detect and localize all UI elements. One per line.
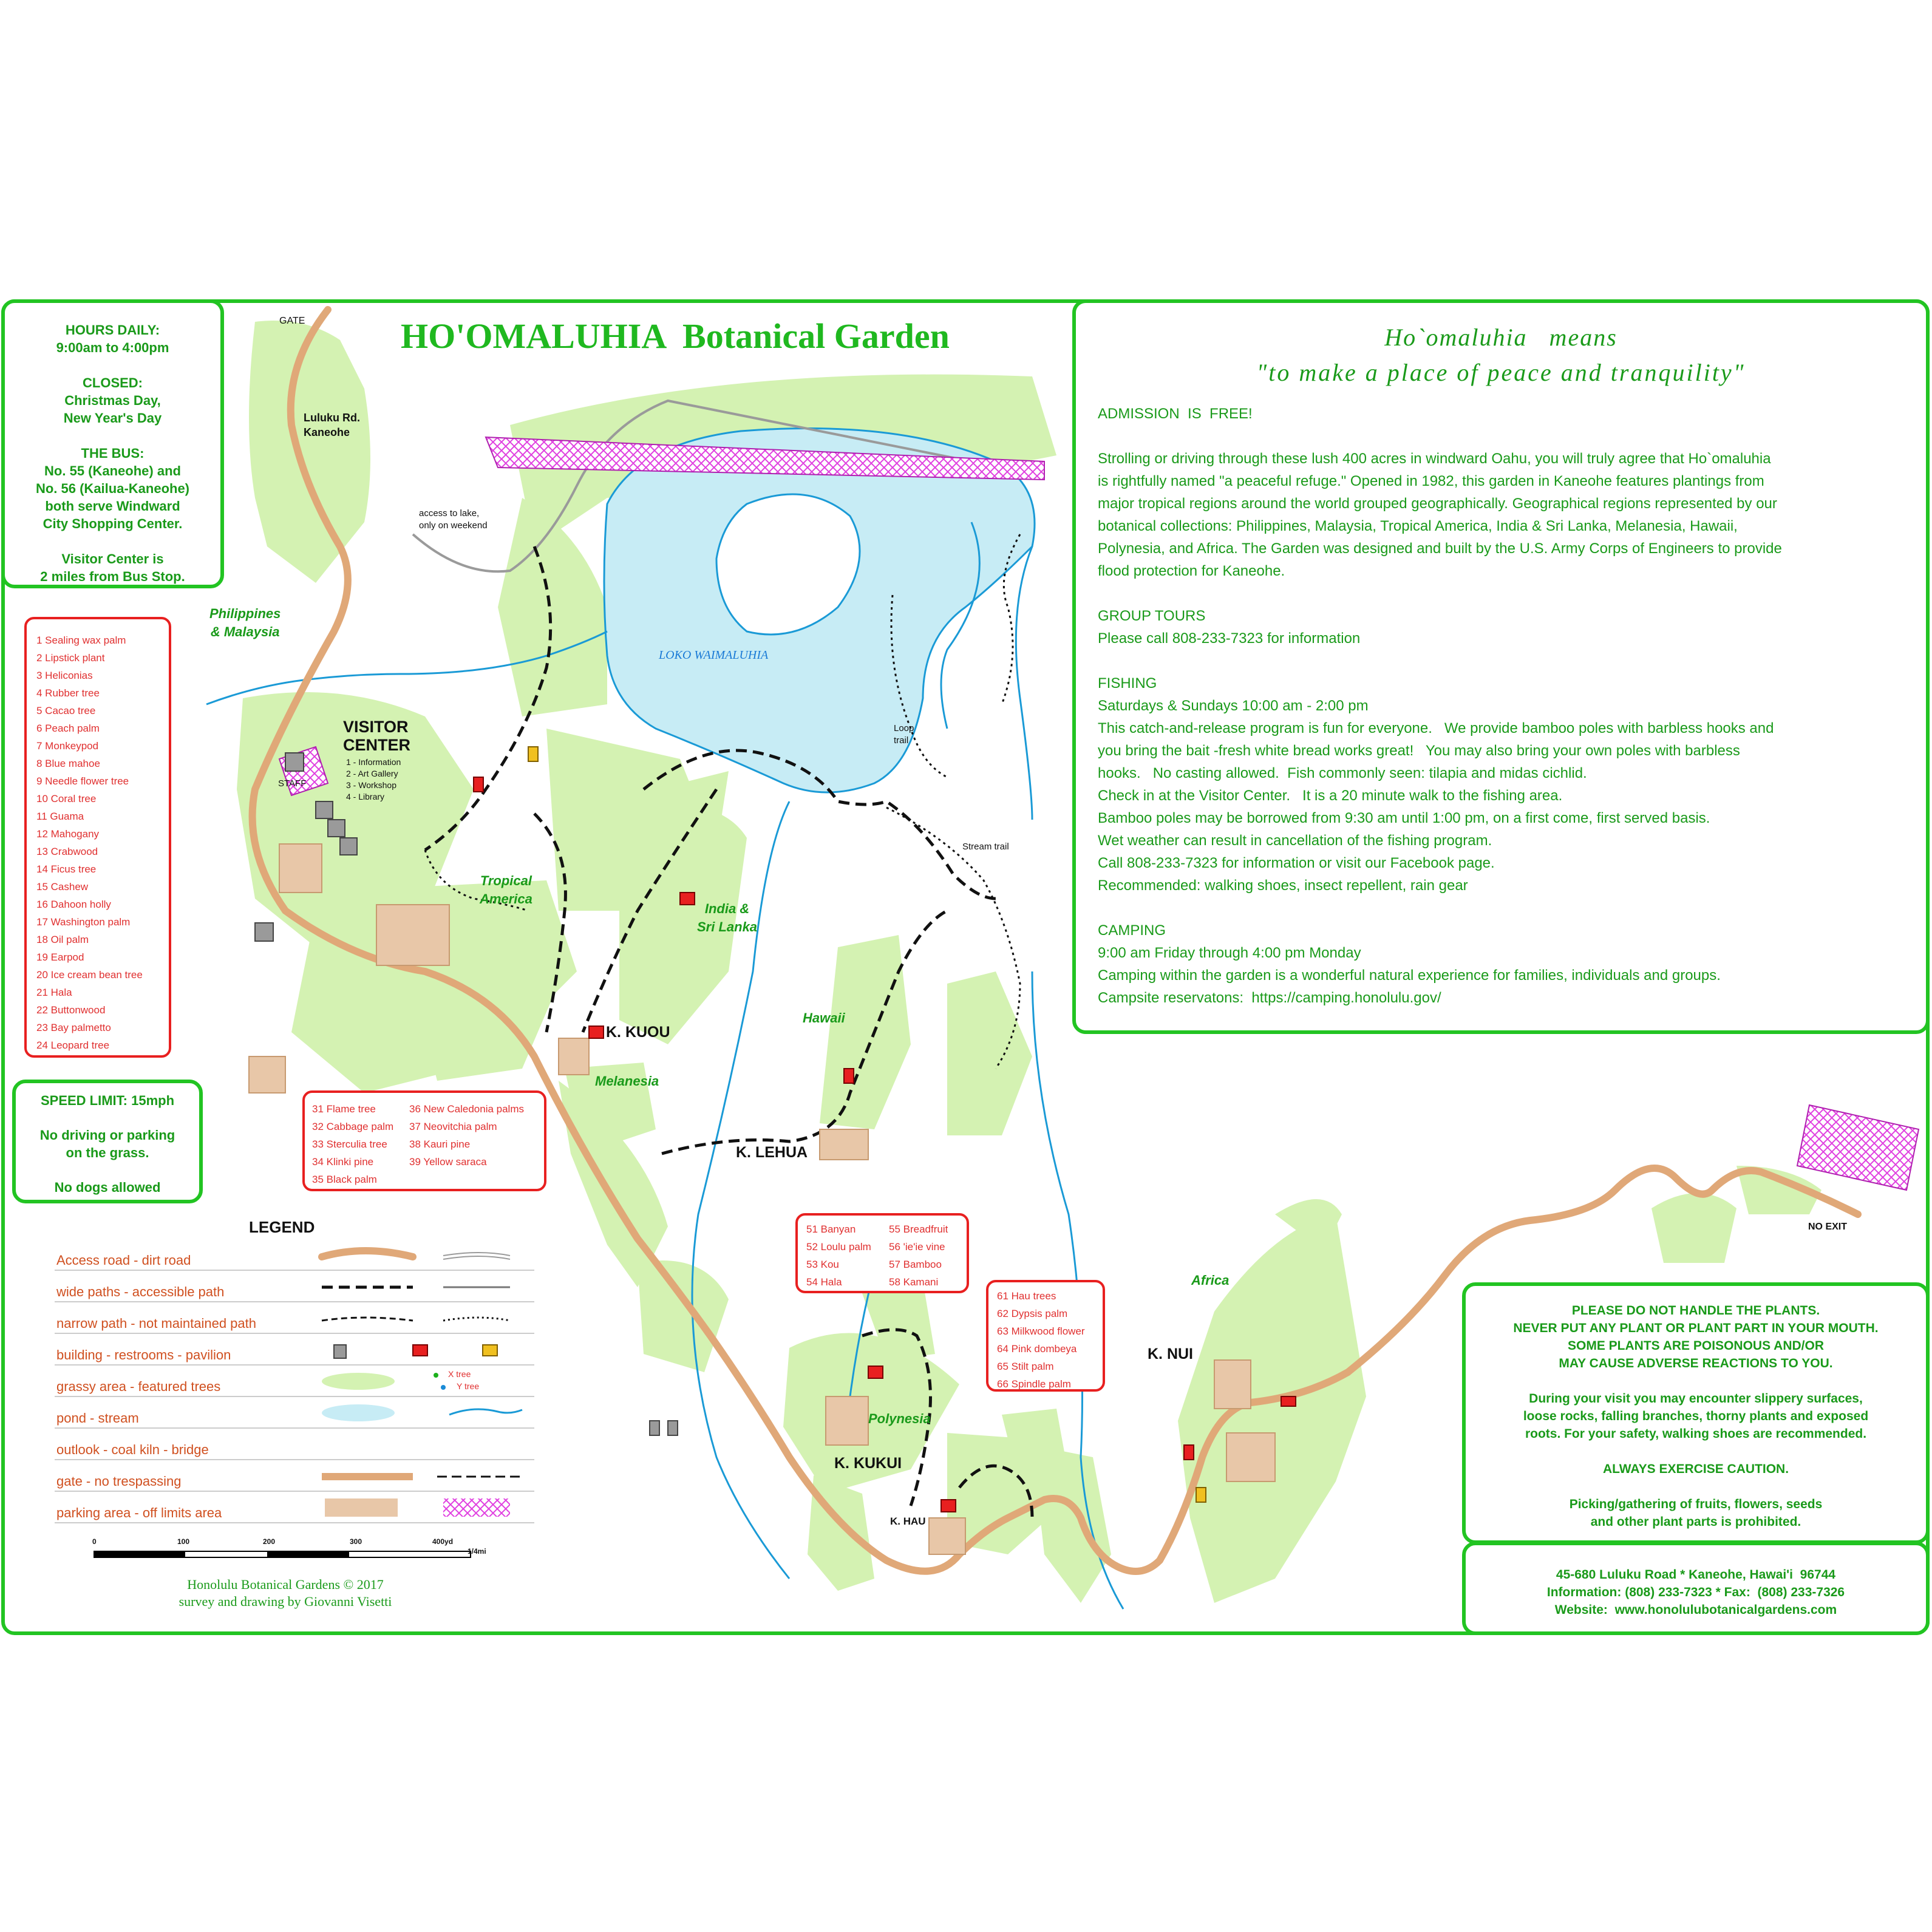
scale-tick: 200: [263, 1537, 276, 1546]
bus-line: No. 55 (Kaneohe) and: [44, 463, 181, 478]
speed-line: on the grass.: [66, 1145, 149, 1160]
contact-address: 45-680 Luluku Road * Kaneohe, Hawai'i 96744: [1556, 1568, 1836, 1582]
speed-line: No dogs allowed: [54, 1180, 161, 1195]
region-polynesia: Polynesia: [868, 1411, 931, 1426]
tree-item: 6 Peach palm: [36, 723, 100, 734]
tree-item: 65 Stilt palm: [997, 1361, 1054, 1372]
tree-item: 8 Blue mahoe: [36, 758, 100, 769]
site-lehua: K. LEHUA: [736, 1144, 808, 1161]
tree-item: 54 Hala: [806, 1276, 842, 1288]
tree-item: 53 Kou: [806, 1259, 839, 1270]
tree-item: 38 Kauri pine: [409, 1138, 471, 1150]
label-staff: STAFF: [278, 778, 307, 789]
legend-row: outlook - coal kiln - bridge: [56, 1442, 209, 1457]
tree-list-31-39: [302, 1090, 546, 1191]
tree-item: 55 Breadfruit: [889, 1223, 948, 1235]
label-stream-trail: Stream trail: [962, 842, 1009, 852]
closed-line: Christmas Day,: [64, 393, 161, 408]
tree-item: 3 Heliconias: [36, 670, 93, 681]
tree-item: 56 'ie'ie vine: [889, 1241, 945, 1253]
fishing-title: FISHING: [1098, 675, 1157, 692]
tree-item: 15 Cashew: [36, 881, 89, 893]
tree-item: 24 Leopard tree: [36, 1039, 110, 1051]
tree-item: 1 Sealing wax palm: [36, 634, 126, 646]
legend-title: LEGEND: [249, 1218, 315, 1236]
visitor-line: 2 miles from Bus Stop.: [40, 569, 185, 584]
info-heading-2: "to make a place of peace and tranquility": [1256, 359, 1746, 386]
tree-item: 58 Kamani: [889, 1276, 939, 1288]
contact-website[interactable]: Website: www.honolulubotanicalgardens.com: [1554, 1603, 1837, 1617]
site-kuou: K. KUOU: [606, 1024, 670, 1041]
tree-item: 16 Dahoon holly: [36, 899, 111, 910]
tree-item: 31 Flame tree: [312, 1103, 376, 1115]
scale-mi: 1/4mi: [468, 1547, 486, 1556]
caution-line: roots. For your safety, walking shoes are recommended.: [1525, 1427, 1867, 1441]
fishing-line: hooks. No casting allowed. Fish commonly seen: tilapia and midas cichlid.: [1098, 765, 1587, 781]
vc-item: 1 - Information: [346, 757, 401, 767]
visitor-line: Visitor Center is: [61, 551, 164, 566]
region-label: & Malaysia: [210, 624, 280, 639]
label-visitor-center: [343, 718, 410, 754]
fishing-line: you bring the bait -fresh white bread works great! You may also bring your own poles with barbless: [1098, 743, 1740, 759]
tree-item: 13 Crabwood: [36, 846, 98, 857]
tree-item: 37 Neovitchia palm: [409, 1121, 497, 1132]
caution-box: [1462, 1282, 1930, 1544]
tree-item: 35 Black palm: [312, 1174, 377, 1185]
hours-box: [1, 299, 224, 588]
intro-line: flood protection for Kaneohe.: [1098, 563, 1285, 579]
bus-line: City Shopping Center.: [43, 516, 183, 531]
intro-line: Polynesia, and Africa. The Garden was designed and built by the U.S. Army Corps of Engineers to provide: [1098, 540, 1782, 557]
tree-item: 57 Bamboo: [889, 1259, 942, 1270]
vc-item: 3 - Workshop: [346, 780, 396, 790]
fishing-line: Wet weather can result in cancellation of the fishing program.: [1098, 832, 1492, 849]
closed-title: CLOSED:: [83, 375, 143, 390]
tree-item: 14 Ficus tree: [36, 863, 97, 875]
tree-item: 33 Sterculia tree: [312, 1138, 387, 1150]
tree-item: 66 Spindle palm: [997, 1378, 1071, 1390]
fishing-line: Saturdays & Sundays 10:00 am - 2:00 pm: [1098, 698, 1369, 714]
tree-item: 17 Washington palm: [36, 916, 131, 928]
info-heading-1: Ho`omaluhia means: [1384, 324, 1617, 351]
tree-item: 34 Klinki pine: [312, 1156, 374, 1168]
label-loop-2: trail: [894, 735, 909, 746]
tree-item: 32 Cabbage palm: [312, 1121, 394, 1132]
caution-line: During your visit you may encounter slippery surfaces,: [1529, 1392, 1863, 1406]
tree-item: 52 Loulu palm: [806, 1241, 871, 1253]
site-nui: K. NUI: [1148, 1345, 1193, 1362]
region-label: America: [480, 891, 532, 906]
camping-line: Campsite reservatons: https://camping.honolulu.gov/: [1098, 990, 1441, 1006]
caution-line: PLEASE DO NOT HANDLE THE PLANTS.: [1571, 1304, 1820, 1318]
speed-limit: SPEED LIMIT: 15mph: [40, 1093, 175, 1108]
credit-line: Honolulu Botanical Gardens © 2017: [187, 1577, 384, 1592]
label-lake-access-1: access to lake,: [419, 508, 480, 519]
intro-line: is rightfully named "a peaceful refuge." Opened in 1982, this garden in Kaneohe features plantings from: [1098, 473, 1764, 489]
vc-items: [346, 757, 401, 803]
tree-item: 2 Lipstick plant: [36, 652, 105, 664]
scale-tick: 100: [177, 1537, 190, 1546]
tree-item: 12 Mahogany: [36, 828, 100, 840]
tree-list-51-58: [795, 1213, 969, 1293]
info-panel: [1072, 299, 1930, 1034]
region-melanesia: Melanesia: [595, 1073, 659, 1089]
tree-item: 19 Earpod: [36, 951, 84, 963]
legend-rows: [56, 1245, 256, 1529]
caution-line: NEVER PUT ANY PLANT OR PLANT PART IN YOUR MOUTH.: [1513, 1321, 1879, 1335]
label-lake: LOKO WAIMALUHIA: [659, 648, 769, 662]
region-label: India &: [704, 901, 750, 916]
tree-item: 18 Oil palm: [36, 934, 89, 945]
group-text: Please call 808-233-7323 for information: [1098, 630, 1361, 647]
tree-item: 64 Pink dombeya: [997, 1343, 1077, 1355]
region-label: Philippines: [209, 606, 281, 621]
fishing-line: Bamboo poles may be borrowed from 9:30 am until 1:00 pm, on a first come, first served basis.: [1098, 810, 1710, 826]
legend-symbols: [322, 1251, 522, 1517]
closed-line: New Year's Day: [63, 410, 162, 426]
camping-line: 9:00 am Friday through 4:00 pm Monday: [1098, 945, 1361, 961]
fishing-line: Check in at the Visitor Center. It is a 20 minute walk to the fishing area.: [1098, 787, 1563, 804]
tree-item: 11 Guama: [36, 811, 84, 822]
scale-bar: [94, 1551, 471, 1557]
hours-value: 9:00am to 4:00pm: [56, 340, 169, 355]
speed-box: [12, 1080, 203, 1203]
legend-row: narrow path - not maintained path: [56, 1316, 256, 1331]
site-kukui: K. KUKUI: [834, 1455, 902, 1472]
caution-line: SOME PLANTS ARE POISONOUS AND/OR: [1568, 1339, 1824, 1353]
legend-row: Access road - dirt road: [56, 1253, 191, 1268]
label-visitor-1: VISITOR: [343, 718, 409, 736]
label-lake-access-2: only on weekend: [419, 520, 488, 531]
caution-line: loose rocks, falling branches, thorny plants and exposed: [1523, 1409, 1869, 1423]
contact-box: [1462, 1542, 1930, 1635]
bus-line: both serve Windward: [45, 498, 180, 514]
site-hau: K. HAU: [890, 1515, 926, 1527]
region-hawaii: Hawaii: [803, 1010, 845, 1026]
admission: ADMISSION IS FREE!: [1098, 406, 1253, 422]
intro-line: Strolling or driving through these lush 400 acres in windward Oahu, you will truly agree that Ho`omaluhia: [1098, 451, 1771, 467]
legend-row: grassy area - featured trees: [56, 1379, 221, 1394]
label-visitor-2: CENTER: [343, 736, 411, 754]
label-luluku-1: Luluku Rd.: [304, 412, 360, 424]
bus-line: No. 56 (Kailua-Kaneohe): [35, 481, 190, 496]
vc-item: 2 - Art Gallery: [346, 769, 398, 778]
tree-list-1-24: [24, 617, 171, 1058]
tree-item: 62 Dypsis palm: [997, 1308, 1068, 1319]
camping-title: CAMPING: [1098, 922, 1166, 939]
credits: [128, 1576, 443, 1610]
caution-line: ALWAYS EXERCISE CAUTION.: [1602, 1462, 1789, 1476]
region-label: Sri Lanka: [697, 919, 758, 934]
fishing-line: Call 808-233-7323 for information or visit our Facebook page.: [1098, 855, 1495, 871]
tree-item: 39 Yellow saraca: [409, 1156, 487, 1168]
group-title: GROUP TOURS: [1098, 608, 1206, 624]
scale-tick: 400yd: [432, 1537, 454, 1546]
map-title: HO'OMALUHIA Botanical Garden: [401, 316, 950, 356]
speed-line: No driving or parking: [39, 1128, 175, 1143]
vc-item: 4 - Library: [346, 792, 385, 801]
scale-tick: 300: [350, 1537, 362, 1546]
fishing-line: Recommended: walking shoes, insect repellent, rain gear: [1098, 877, 1468, 894]
tree-item: 63 Milkwood flower: [997, 1325, 1085, 1337]
tree-item: 9 Needle flower tree: [36, 775, 129, 787]
credit-line: survey and drawing by Giovanni Visetti: [179, 1594, 392, 1609]
label-no-exit: NO EXIT: [1808, 1222, 1848, 1232]
tree-item: 7 Monkeypod: [36, 740, 99, 752]
tree-item: 61 Hau trees: [997, 1290, 1056, 1302]
legend-row: building - restrooms - pavilion: [56, 1347, 231, 1362]
caution-line: MAY CAUSE ADVERSE REACTIONS TO YOU.: [1559, 1356, 1833, 1370]
region-africa: Africa: [1191, 1273, 1230, 1288]
legend-x-tree: X tree: [448, 1369, 471, 1379]
bus-title: THE BUS:: [81, 446, 145, 461]
label-lake-access: [419, 508, 488, 532]
scale-tick: 0: [92, 1537, 97, 1546]
camping-line: Camping within the garden is a wonderful natural experience for families, individuals and groups.: [1098, 967, 1721, 984]
caution-line: and other plant parts is prohibited.: [1590, 1515, 1801, 1529]
tree-list-61-66: [986, 1280, 1105, 1392]
label-gate: GATE: [279, 316, 305, 326]
region-india: [697, 900, 757, 936]
label-loop-1: Loop: [894, 723, 914, 733]
legend-row: wide paths - accessible path: [56, 1284, 225, 1299]
hours-title: HOURS DAILY:: [65, 322, 160, 338]
tree-item: 36 New Caledonia palms: [409, 1103, 524, 1115]
region-philippines: [209, 605, 281, 641]
region-tropical-america: [480, 872, 532, 908]
caution-line: Picking/gathering of fruits, flowers, seeds: [1569, 1497, 1823, 1511]
tree-item: 21 Hala: [36, 987, 72, 998]
tree-item: 23 Bay palmetto: [36, 1022, 111, 1033]
tree-item: 51 Banyan: [806, 1223, 856, 1235]
intro-line: major tropical regions around the world grouped geographically. Geographical regions represented by our: [1098, 495, 1777, 512]
label-loop-trail: [894, 723, 914, 747]
intro-line: botanical collections: Philippines, Malaysia, Tropical America, India & Sri Lanka, Melanesia, Hawaii,: [1098, 518, 1738, 534]
legend-row: gate - no trespassing: [56, 1474, 182, 1489]
tree-item: 10 Coral tree: [36, 793, 97, 804]
fishing-line: This catch-and-release program is fun for everyone. We provide bamboo poles with barbless hooks and: [1098, 720, 1774, 736]
legend-row: parking area - off limits area: [56, 1505, 222, 1520]
tree-item: 22 Buttonwood: [36, 1004, 106, 1016]
region-label: Tropical: [480, 873, 532, 888]
tree-item: 5 Cacao tree: [36, 705, 96, 716]
tree-item: 4 Rubber tree: [36, 687, 100, 699]
contact-phone: Information: (808) 233-7323 * Fax: (808) 233-7326: [1546, 1585, 1845, 1599]
label-luluku: [304, 410, 360, 440]
label-luluku-2: Kaneohe: [304, 426, 350, 438]
legend-y-tree: Y tree: [457, 1381, 480, 1391]
legend-row: pond - stream: [56, 1410, 139, 1426]
tree-item: 20 Ice cream bean tree: [36, 969, 143, 981]
